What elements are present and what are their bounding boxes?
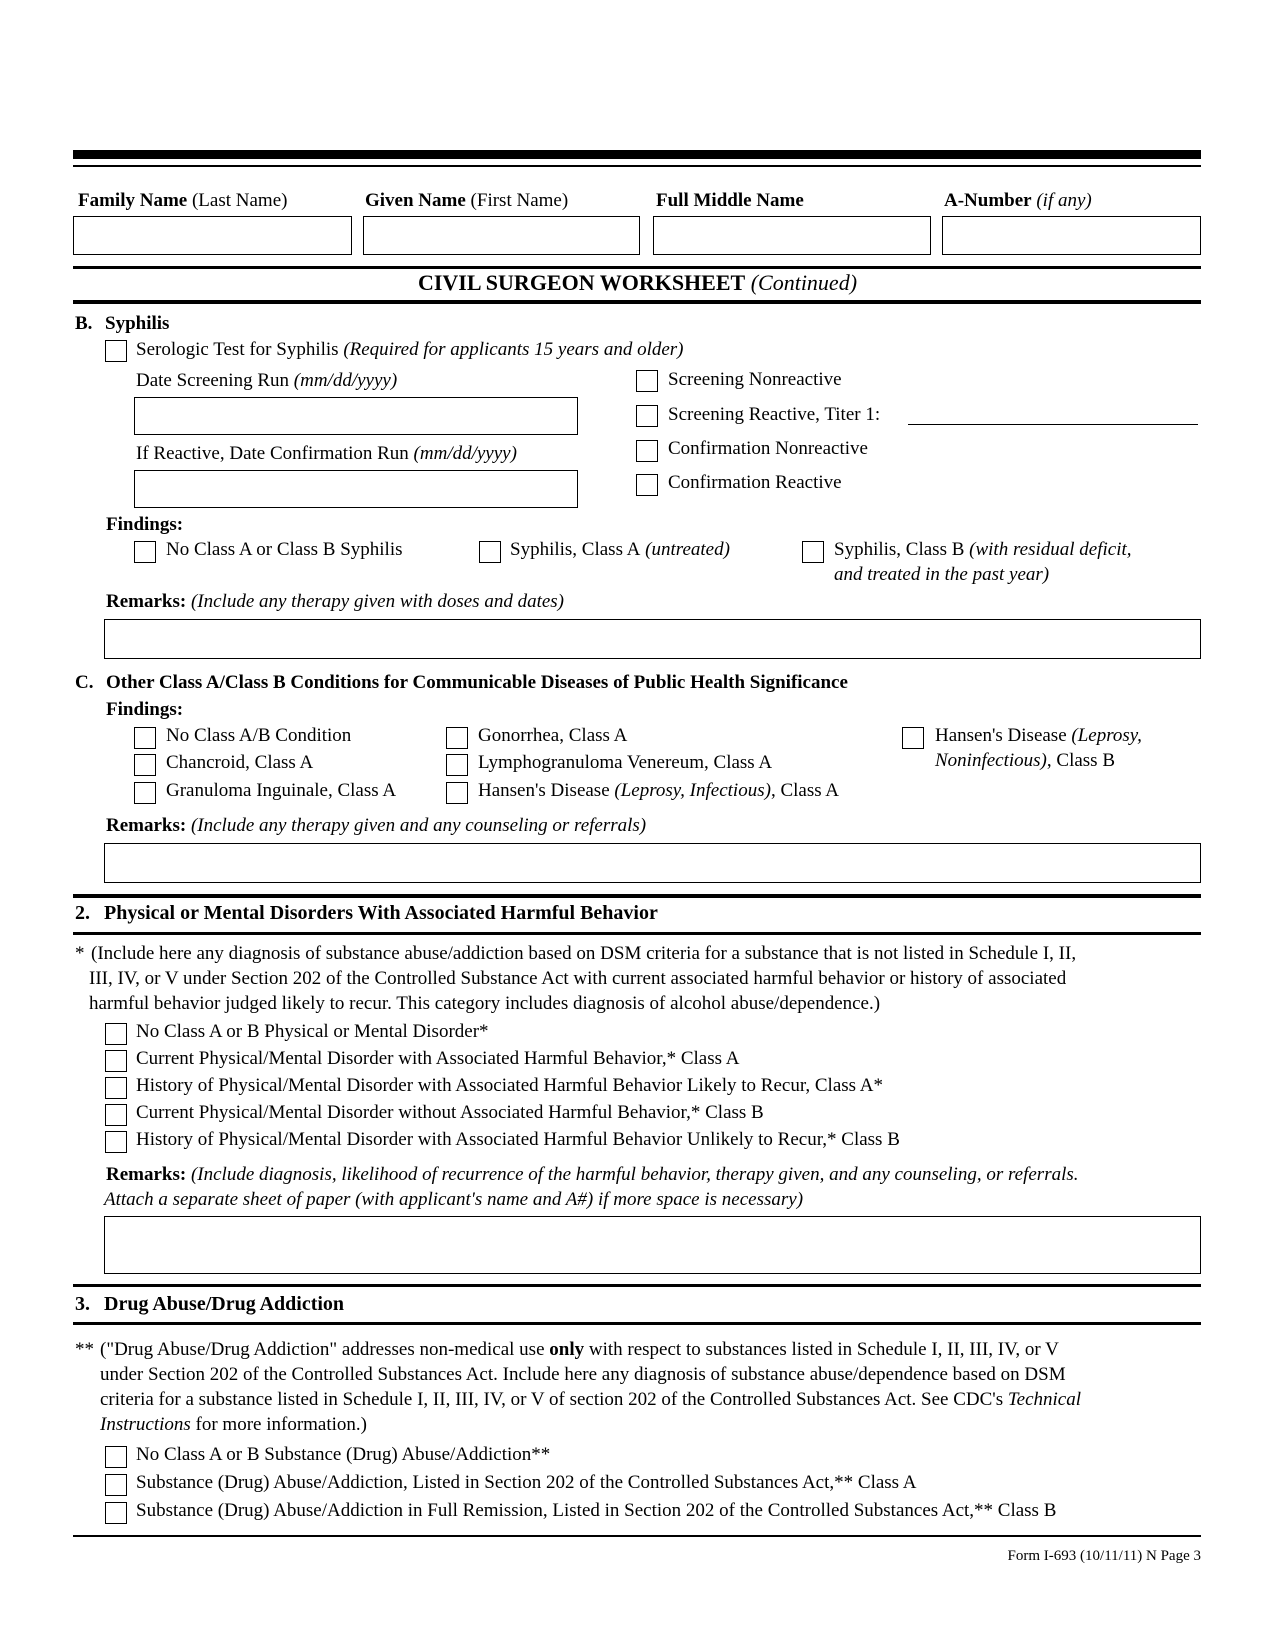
hansens-noninfectious-label: Hansen's Disease (Leprosy, <box>935 725 1142 746</box>
hansens-infectious-checkbox[interactable] <box>446 782 468 804</box>
serologic-test-checkbox[interactable] <box>105 340 127 362</box>
syphilis-class-b-label: Syphilis, Class B (with residual deficit, <box>834 539 1132 560</box>
section-2-remarks-label: Remarks: (Include diagnosis, likelihood of recurrence of the harmful behavior, therapy given, and any counseling, or referrals. <box>106 1164 1079 1185</box>
section-c-heading: Other Class A/Class B Conditions for Communicable Diseases of Public Health Significance <box>106 672 848 693</box>
section-2-note-line-2: III, IV, or V under Section 202 of the Controlled Substance Act with current associated harmful behavior or history of associated <box>89 968 1067 989</box>
confirmation-nonreactive-checkbox[interactable] <box>636 440 658 462</box>
no-physical-mental-disorder-label: No Class A or B Physical or Mental Disorder* <box>136 1021 489 1042</box>
chancroid-label: Chancroid, Class A <box>166 752 314 773</box>
date-screening-field[interactable] <box>134 397 578 435</box>
screening-nonreactive-checkbox[interactable] <box>636 370 658 392</box>
middle-name-label: Full Middle Name <box>656 190 804 211</box>
section-c-remarks-field[interactable] <box>104 843 1201 883</box>
no-substance-abuse-label: No Class A or B Substance (Drug) Abuse/Addiction** <box>136 1444 551 1465</box>
section-3-note-line-2: under Section 202 of the Controlled Substances Act. Include here any diagnosis of substance abuse/dependence based on DSM <box>100 1364 1066 1385</box>
section-3-note-line-4: Instructions for more information.) <box>100 1414 368 1435</box>
current-disorder-without-class-b-label: Current Physical/Mental Disorder without Associated Harmful Behavior,* Class B <box>136 1102 764 1123</box>
section-2-note-line-3: harmful behavior judged likely to recur. This category includes diagnosis of alcohol abuse/dependence.) <box>89 993 881 1014</box>
history-disorder-unlikely-class-b-label: History of Physical/Mental Disorder with Associated Harmful Behavior Unlikely to Recur,* Class B <box>136 1129 900 1150</box>
granuloma-inguinale-label: Granuloma Inguinale, Class A <box>166 780 397 801</box>
current-disorder-harmful-class-a-label: Current Physical/Mental Disorder with Associated Harmful Behavior,* Class A <box>136 1048 740 1069</box>
section-b-findings-label: Findings: <box>106 514 184 535</box>
hansens-noninfectious-checkbox[interactable] <box>902 727 924 749</box>
given-name-field[interactable] <box>363 216 640 255</box>
no-syphilis-checkbox[interactable] <box>134 541 156 563</box>
screening-reactive-label: Screening Reactive, Titer 1: <box>668 404 881 425</box>
section-2-heading: Physical or Mental Disorders With Associated Harmful Behavior <box>104 902 658 924</box>
current-disorder-harmful-class-a-checkbox[interactable] <box>105 1050 127 1072</box>
no-physical-mental-disorder-checkbox[interactable] <box>105 1023 127 1045</box>
section-2-note-line-1: (Include here any diagnosis of substance abuse/addiction based on DSM criteria for a substance that is not listed in Schedule I, II, <box>91 943 1077 964</box>
gonorrhea-label: Gonorrhea, Class A <box>478 725 628 746</box>
section-2-note-star: * <box>75 943 85 964</box>
current-disorder-without-class-b-checkbox[interactable] <box>105 1104 127 1126</box>
chancroid-checkbox[interactable] <box>134 754 156 776</box>
lymphogranuloma-checkbox[interactable] <box>446 754 468 776</box>
top-thick-rule <box>73 150 1201 159</box>
section-3-heading: Drug Abuse/Drug Addiction <box>104 1293 345 1315</box>
family-name-label: Family Name (Last Name) <box>78 190 288 211</box>
date-confirmation-label: If Reactive, Date Confirmation Run (mm/dd/yyyy) <box>136 443 517 464</box>
serologic-test-label: Serologic Test for Syphilis (Required for applicants 15 years and older) <box>136 339 684 360</box>
section-3-top-rule <box>73 1284 1201 1287</box>
title-bottom-rule <box>73 300 1201 304</box>
gonorrhea-checkbox[interactable] <box>446 727 468 749</box>
section-3-note-star: ** <box>75 1339 94 1360</box>
no-class-ab-condition-label: No Class A/B Condition <box>166 725 352 746</box>
confirmation-reactive-label: Confirmation Reactive <box>668 472 842 493</box>
confirmation-reactive-checkbox[interactable] <box>636 474 658 496</box>
screening-reactive-checkbox[interactable] <box>636 405 658 427</box>
no-class-ab-condition-checkbox[interactable] <box>134 727 156 749</box>
date-screening-label: Date Screening Run (mm/dd/yyyy) <box>136 370 398 391</box>
given-name-label: Given Name (First Name) <box>365 190 569 211</box>
syphilis-class-b-checkbox[interactable] <box>802 541 824 563</box>
bottom-rule <box>73 1535 1201 1537</box>
syphilis-class-a-label: Syphilis, Class A (untreated) <box>510 539 730 560</box>
section-b-remarks-field[interactable] <box>104 619 1201 659</box>
section-2-remarks-note: Attach a separate sheet of paper (with applicant's name and A#) if more space is necessary) <box>104 1189 804 1210</box>
no-substance-abuse-checkbox[interactable] <box>105 1446 127 1468</box>
section-3-note-line-3: criteria for a substance listed in Schedule I, II, III, IV, or V of section 202 of the Controlled Substances Act. See CDC's Technical <box>100 1389 1082 1410</box>
form-footer-id: Form I-693 (10/11/11) N Page 3 <box>1007 1548 1201 1564</box>
titer-field[interactable] <box>908 424 1198 425</box>
section-b-remarks-label: Remarks: (Include any therapy given with doses and dates) <box>106 591 565 612</box>
syphilis-class-a-checkbox[interactable] <box>479 541 501 563</box>
top-thin-rule <box>73 165 1201 167</box>
lymphogranuloma-label: Lymphogranuloma Venereum, Class A <box>478 752 773 773</box>
title-top-rule <box>73 266 1201 269</box>
substance-abuse-remission-class-b-label: Substance (Drug) Abuse/Addiction in Full Remission, Listed in Section 202 of the Controlled Substances Act,** Class B <box>136 1500 1057 1521</box>
hansens-noninfectious-label-cont: Noninfectious), Class B <box>935 750 1115 771</box>
history-disorder-likely-class-a-checkbox[interactable] <box>105 1077 127 1099</box>
section-c-remarks-label: Remarks: (Include any therapy given and any counseling or referrals) <box>106 815 647 836</box>
syphilis-class-b-note: and treated in the past year) <box>834 564 1050 585</box>
section-3-note-line-1: ("Drug Abuse/Drug Addiction" addresses non-medical use only with respect to substances listed in Schedule I, II, III, IV, or V <box>100 1339 1059 1360</box>
a-number-label: A-Number (if any) <box>944 190 1092 211</box>
section-b-letter: B. <box>75 313 93 334</box>
substance-abuse-class-a-label: Substance (Drug) Abuse/Addiction, Listed in Section 202 of the Controlled Substances Act,** Class A <box>136 1472 917 1493</box>
date-confirmation-field[interactable] <box>134 470 578 508</box>
family-name-field[interactable] <box>73 216 352 255</box>
no-syphilis-label: No Class A or Class B Syphilis <box>166 539 403 560</box>
section-c-letter: C. <box>75 672 94 693</box>
middle-name-field[interactable] <box>653 216 931 255</box>
section-2-number: 2. <box>75 902 90 924</box>
section-3-bottom-rule <box>73 1322 1201 1325</box>
screening-nonreactive-label: Screening Nonreactive <box>668 369 842 390</box>
substance-abuse-class-a-checkbox[interactable] <box>105 1474 127 1496</box>
section-2-remarks-field[interactable] <box>104 1216 1201 1274</box>
confirmation-nonreactive-label: Confirmation Nonreactive <box>668 438 868 459</box>
page-title: CIVIL SURGEON WORKSHEET (Continued) <box>417 270 858 295</box>
section-c-findings-label: Findings: <box>106 699 184 720</box>
section-b-heading: Syphilis <box>105 313 170 334</box>
granuloma-inguinale-checkbox[interactable] <box>134 782 156 804</box>
history-disorder-unlikely-class-b-checkbox[interactable] <box>105 1131 127 1153</box>
history-disorder-likely-class-a-label: History of Physical/Mental Disorder with Associated Harmful Behavior Likely to Recur, Class A* <box>136 1075 883 1096</box>
substance-abuse-remission-class-b-checkbox[interactable] <box>105 1502 127 1524</box>
section-2-bottom-rule <box>73 932 1201 935</box>
section-3-number: 3. <box>75 1293 90 1315</box>
a-number-field[interactable] <box>942 216 1201 255</box>
section-2-top-rule <box>73 894 1201 898</box>
hansens-infectious-label: Hansen's Disease (Leprosy, Infectious), Class A <box>478 780 840 801</box>
